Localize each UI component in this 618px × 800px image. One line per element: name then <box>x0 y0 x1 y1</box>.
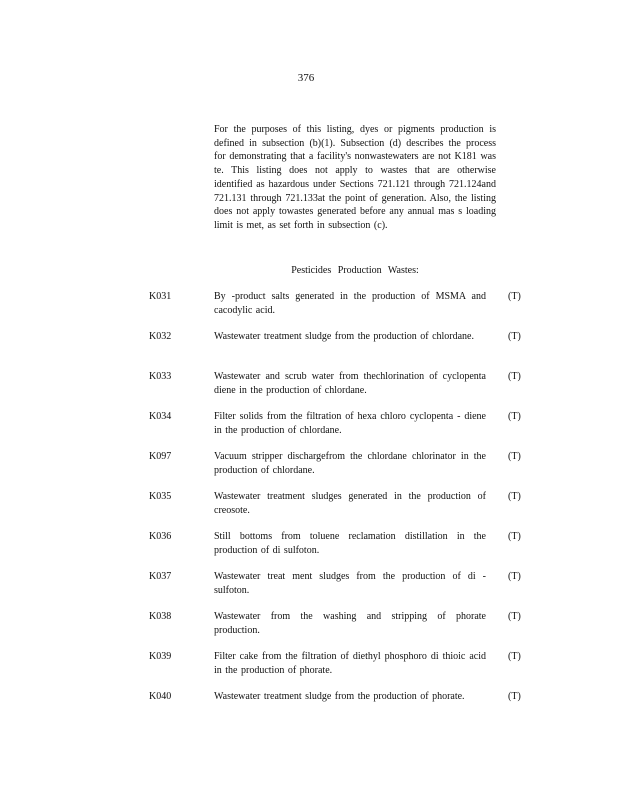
waste-description: Still bottoms from toluene reclamation distillation in the production of di sulfoton. <box>214 531 486 556</box>
waste-row <box>0 490 618 530</box>
hazard-code: (T) <box>508 411 521 422</box>
waste-row <box>0 570 618 610</box>
waste-code: K097 <box>149 451 172 462</box>
page-number-text: 376 <box>297 72 315 84</box>
waste-row <box>0 530 618 570</box>
section-heading: Pesticides Production Wastes: <box>291 265 419 276</box>
page-number <box>0 71 618 85</box>
waste-code: K039 <box>149 651 172 662</box>
waste-description: Vacuum stripper dischargefrom the chlordane chlorinator in the production of chlordane. <box>214 451 486 476</box>
waste-code: K038 <box>149 611 172 622</box>
hazard-code: (T) <box>508 291 521 302</box>
waste-description: Filter cake from the filtration of diethyl phosphoro di thioic acid in the production of phorate. <box>214 651 486 676</box>
waste-description: Wastewater from the washing and stripping of phorate production. <box>214 611 486 636</box>
hazard-code: (T) <box>508 331 521 342</box>
hazard-code: (T) <box>508 531 521 542</box>
waste-description: Wastewater treatment sludge from the production of phorate. <box>214 691 465 702</box>
hazard-code: (T) <box>508 371 521 382</box>
hazard-code: (T) <box>508 691 521 702</box>
waste-description: Wastewater treatment sludge from the production of chlordane. <box>214 331 474 342</box>
waste-row <box>0 290 618 330</box>
waste-code: K031 <box>149 291 172 302</box>
waste-row <box>0 450 618 490</box>
intro-paragraph: For the purposes of this listing, dyes or pigments production is defined in subsection (b)(1). Subsection (d) describes the process for demonstrating that a facility's nonwastewaters are not K181 was te. This listing does not apply to wastes that are otherwise identified as hazardous under Sections 721.121 through 721.124and 721.131 through 721.133at the point of generation. Also, the listing does not apply towastes generated before any annual mas s loading limit is met, as set forth in subsection (c). <box>214 124 496 231</box>
waste-row <box>0 690 618 730</box>
waste-row <box>0 330 618 370</box>
waste-code: K040 <box>149 691 172 702</box>
waste-row <box>0 610 618 650</box>
waste-list <box>0 290 618 730</box>
waste-code: K032 <box>149 331 172 342</box>
waste-code: K036 <box>149 531 172 542</box>
waste-description: Wastewater and scrub water from thechlorination of cyclopenta diene in the production of chlordane. <box>214 371 486 396</box>
waste-row <box>0 410 618 450</box>
waste-code: K037 <box>149 571 172 582</box>
hazard-code: (T) <box>508 571 521 582</box>
waste-description: Filter solids from the filtration of hexa chloro cyclopenta - diene in the production of chlordane. <box>214 411 486 436</box>
hazard-code: (T) <box>508 451 521 462</box>
waste-description: Wastewater treat ment sludges from the production of di - sulfoton. <box>214 571 486 596</box>
waste-row <box>0 650 618 690</box>
hazard-code: (T) <box>508 651 521 662</box>
hazard-code: (T) <box>508 491 521 502</box>
waste-row <box>0 370 618 410</box>
waste-description: By -product salts generated in the production of MSMA and cacodylic acid. <box>214 291 486 316</box>
waste-code: K035 <box>149 491 172 502</box>
waste-description: Wastewater treatment sludges generated in the production of creosote. <box>214 491 486 516</box>
waste-code: K033 <box>149 371 172 382</box>
waste-code: K034 <box>149 411 172 422</box>
hazard-code: (T) <box>508 611 521 622</box>
